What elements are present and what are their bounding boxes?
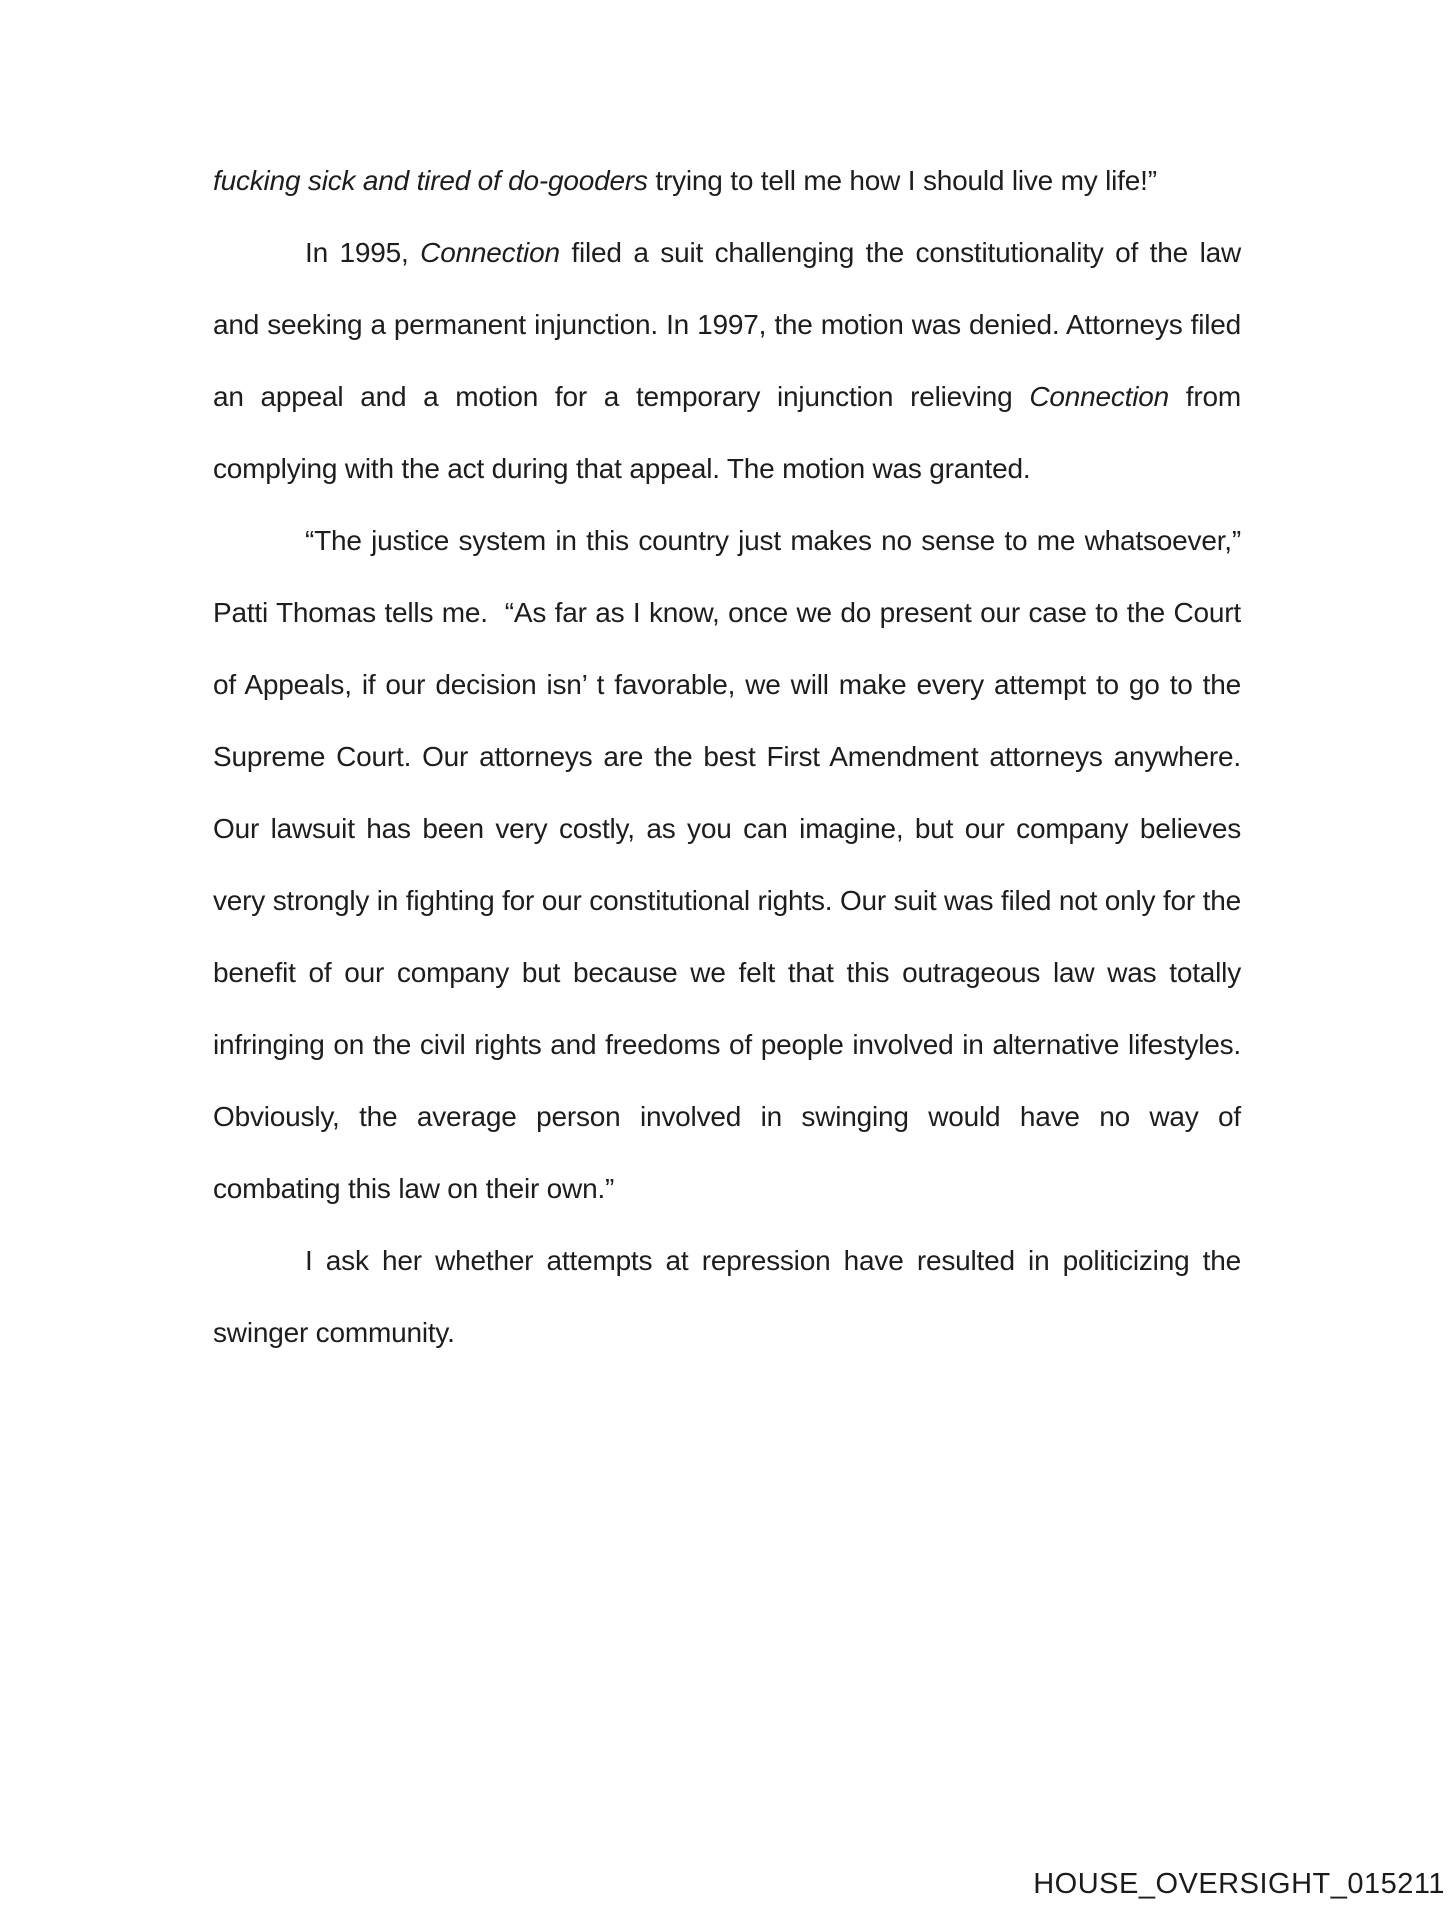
paragraph-lawsuit bbox=[213, 217, 1249, 505]
paragraph-text: “The justice system in this country just makes no sense to me whatsoever,” Patti Thomas tells me. “As far as I know, once we do present our case to the Court of Appeals, if our decision isn’ t favorable, we will make every attempt to go to the Supreme Court. Our attorneys are the best First Amendment attorneys anywhere. Our lawsuit has been very costly, as you can imagine, but our company believes very strongly in fighting for our constitutional rights. Our suit was filed not only for the benefit of our company but because we felt that this outrageous law was totally infringing on the civil rights and freedoms of people involved in alternative lifestyles. Obviously, the average person involved in swinging would have no way of combating this law on their own.” bbox=[213, 525, 1257, 1204]
paragraph-continuation bbox=[213, 145, 1241, 217]
paragraph-question bbox=[213, 1225, 1249, 1369]
paragraph-text: from complying with the act during that appeal. The motion was granted. bbox=[213, 381, 1249, 484]
paragraph-text: filed a suit challenging the constitutionality of the law and seeking a permanent injunction. In 1997, the motion was denied. Attorneys filed an appeal and a motion for a temporary injunction relieving bbox=[213, 237, 1249, 412]
document-body bbox=[213, 145, 1257, 1369]
italic-phrase: fucking sick and tired of do-gooders bbox=[213, 165, 648, 196]
paragraph-quote bbox=[213, 505, 1257, 1225]
bates-stamp: HOUSE_OVERSIGHT_015211 bbox=[1033, 1868, 1445, 1900]
paragraph-text: I ask her whether attempts at repression have resulted in politicizing the swinger community. bbox=[213, 1245, 1249, 1348]
paragraph-text: trying to tell me how I should live my life!” bbox=[647, 165, 1157, 196]
italic-publication-name: Connection bbox=[420, 237, 560, 268]
paragraph-text: In 1995, bbox=[305, 237, 421, 268]
italic-publication-name: Connection bbox=[1029, 381, 1170, 412]
